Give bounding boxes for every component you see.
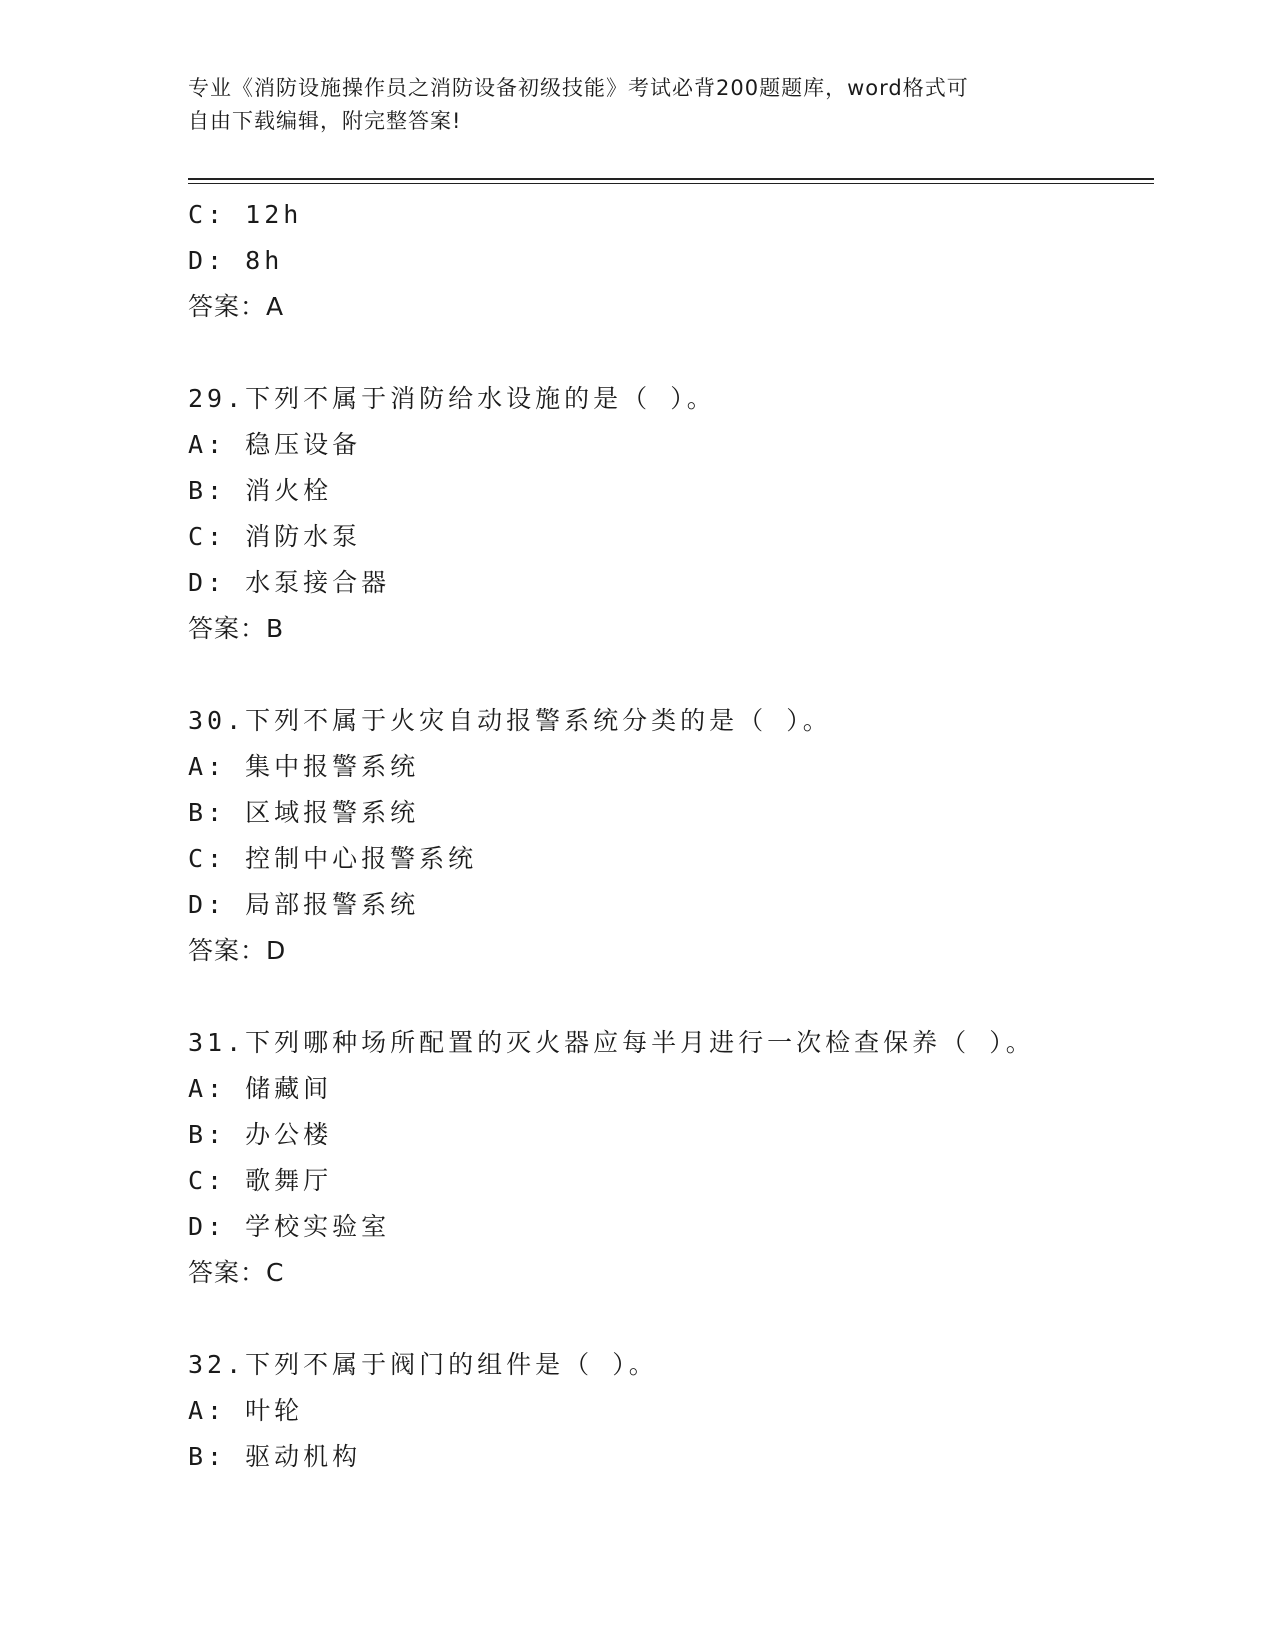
option-b: B: 区域报警系统 [188,798,420,827]
option-a: A: 储藏间 [188,1074,333,1103]
header-divider-thin [188,183,1154,184]
option-c: C: 控制中心报警系统 [188,844,478,873]
question-stem: 32.下列不属于阀门的组件是（ ）。 [188,1350,658,1379]
answer-line: 答案：D [188,936,287,965]
spacer [188,974,1168,1020]
spacer [188,652,1168,698]
option-d: D: 8h [188,246,284,275]
option-c: C: 消防水泵 [188,522,362,551]
option-a: A: 集中报警系统 [188,752,420,781]
option-a: A: 稳压设备 [188,430,362,459]
option-a: A: 叶轮 [188,1396,304,1425]
option-d: D: 学校实验室 [188,1212,391,1241]
option-d: D: 局部报警系统 [188,890,420,919]
option-c: C: 歌舞厅 [188,1166,333,1195]
question-stem: 29.下列不属于消防给水设施的是（ ）。 [188,384,716,413]
answer-line: 答案：C [188,1258,285,1287]
option-b: B: 驱动机构 [188,1442,362,1471]
option-c: C: 12h [188,200,303,229]
question-list [188,192,1168,1480]
option-b: B: 消火栓 [188,476,333,505]
spacer [188,1296,1168,1342]
answer-line: 答案：A [188,292,285,321]
answer-line: 答案：B [188,614,285,643]
document-header [188,72,1068,138]
header-line-1: 专业《消防设施操作员之消防设备初级技能》考试必背200题题库，word格式可 [188,76,969,100]
question-stem: 30.下列不属于火灾自动报警系统分类的是（ ）。 [188,706,832,735]
header-line-2: 自由下载编辑，附完整答案! [188,109,462,133]
option-d: D: 水泵接合器 [188,568,391,597]
header-divider-thick [188,178,1154,180]
spacer [188,330,1168,376]
question-stem: 31.下列哪种场所配置的灭火器应每半月进行一次检查保养（ ）。 [188,1028,1035,1057]
option-b: B: 办公楼 [188,1120,333,1149]
